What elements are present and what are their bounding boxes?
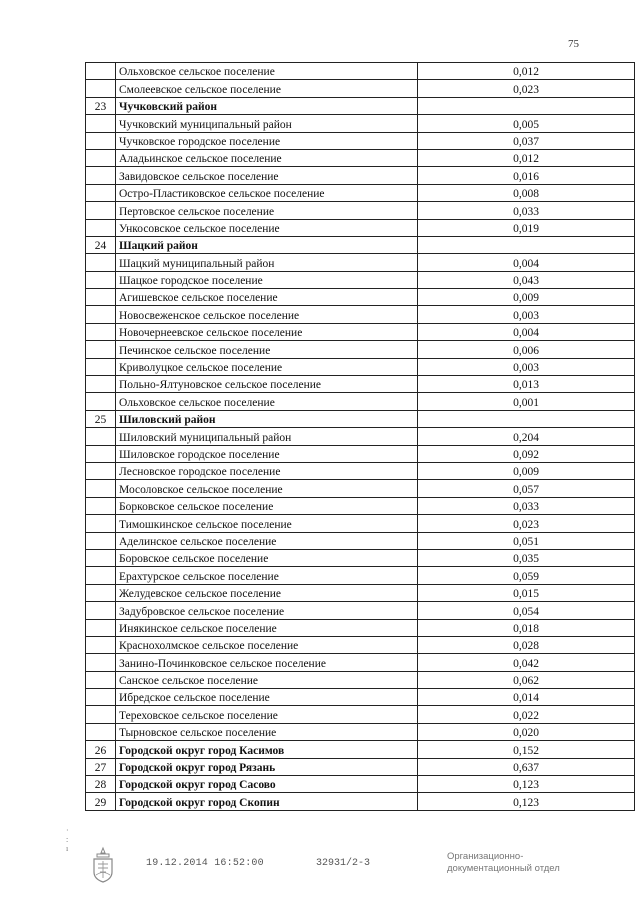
table-row bbox=[86, 202, 635, 219]
table-body bbox=[86, 63, 635, 811]
row-value-cell: 0,003 bbox=[418, 306, 635, 323]
table-row bbox=[86, 271, 635, 288]
row-name-cell: Агишевское сельское поселение bbox=[116, 289, 418, 306]
row-number-cell: 24 bbox=[86, 236, 116, 253]
row-value-cell: 0,022 bbox=[418, 706, 635, 723]
row-name-cell: Новосвеженское сельское поселение bbox=[116, 306, 418, 323]
coat-of-arms-icon bbox=[88, 846, 118, 884]
table-row bbox=[86, 689, 635, 706]
row-name-cell: Городской округ город Скопин bbox=[116, 793, 418, 810]
table-row bbox=[86, 584, 635, 601]
row-name-cell: Боровское сельское поселение bbox=[116, 549, 418, 566]
row-value-cell: 0,023 bbox=[418, 515, 635, 532]
table-row bbox=[86, 341, 635, 358]
row-name-cell: Инякинское сельское поселение bbox=[116, 619, 418, 636]
row-value-cell bbox=[418, 410, 635, 427]
row-value-cell: 0,014 bbox=[418, 689, 635, 706]
table-section-row bbox=[86, 776, 635, 793]
row-name-cell: Ольховское сельское поселение bbox=[116, 63, 418, 80]
row-name-cell: Шацкий муниципальный район bbox=[116, 254, 418, 271]
row-number-cell: 25 bbox=[86, 410, 116, 427]
row-name-cell: Шиловский район bbox=[116, 410, 418, 427]
row-value-cell: 0,092 bbox=[418, 445, 635, 462]
table-row bbox=[86, 306, 635, 323]
table-row bbox=[86, 428, 635, 445]
row-value-cell: 0,028 bbox=[418, 636, 635, 653]
row-number-cell bbox=[86, 654, 116, 671]
table-row bbox=[86, 63, 635, 80]
row-number-cell bbox=[86, 567, 116, 584]
row-name-cell: Шацкое городское поселение bbox=[116, 271, 418, 288]
row-name-cell: Лесновское городское поселение bbox=[116, 462, 418, 479]
table-row bbox=[86, 219, 635, 236]
row-name-cell: Печинское сельское поселение bbox=[116, 341, 418, 358]
row-name-cell: Чучковский муниципальный район bbox=[116, 115, 418, 132]
row-number-cell: 29 bbox=[86, 793, 116, 810]
row-number-cell bbox=[86, 202, 116, 219]
table-row bbox=[86, 115, 635, 132]
row-number-cell: 27 bbox=[86, 758, 116, 775]
row-value-cell: 0,035 bbox=[418, 549, 635, 566]
row-number-cell bbox=[86, 271, 116, 288]
row-value-cell: 0,054 bbox=[418, 602, 635, 619]
row-number-cell: 26 bbox=[86, 741, 116, 758]
row-number-cell bbox=[86, 115, 116, 132]
row-number-cell bbox=[86, 167, 116, 184]
row-number-cell bbox=[86, 289, 116, 306]
table-row bbox=[86, 515, 635, 532]
row-number-cell bbox=[86, 341, 116, 358]
row-value-cell: 0,033 bbox=[418, 202, 635, 219]
row-number-cell bbox=[86, 149, 116, 166]
table-row bbox=[86, 619, 635, 636]
row-value-cell: 0,123 bbox=[418, 776, 635, 793]
table-section-row bbox=[86, 793, 635, 810]
table-row bbox=[86, 358, 635, 375]
row-name-cell: Тырновское сельское поселение bbox=[116, 723, 418, 740]
row-name-cell: Городской округ город Рязань bbox=[116, 758, 418, 775]
row-value-cell: 0,004 bbox=[418, 254, 635, 271]
row-value-cell: 0,009 bbox=[418, 289, 635, 306]
footer-datetime: 19.12.2014 16:52:00 bbox=[146, 858, 264, 869]
row-value-cell: 0,057 bbox=[418, 480, 635, 497]
row-number-cell bbox=[86, 462, 116, 479]
table-row bbox=[86, 393, 635, 410]
row-number-cell bbox=[86, 376, 116, 393]
margin-marks: · : ı bbox=[66, 826, 69, 853]
row-number-cell bbox=[86, 63, 116, 80]
row-name-cell: Польно-Ялтуновское сельское поселение bbox=[116, 376, 418, 393]
row-name-cell: Аделинское сельское поселение bbox=[116, 532, 418, 549]
row-value-cell: 0,004 bbox=[418, 323, 635, 340]
row-number-cell bbox=[86, 602, 116, 619]
table-row bbox=[86, 549, 635, 566]
table-row bbox=[86, 480, 635, 497]
row-number-cell: 28 bbox=[86, 776, 116, 793]
row-number-cell bbox=[86, 480, 116, 497]
row-number-cell bbox=[86, 619, 116, 636]
row-name-cell: Пертовское сельское поселение bbox=[116, 202, 418, 219]
row-number-cell bbox=[86, 549, 116, 566]
table-row bbox=[86, 706, 635, 723]
footer-doc-number: 32931/2-3 bbox=[316, 858, 371, 869]
table-row bbox=[86, 149, 635, 166]
row-name-cell: Краснохолмское сельское поселение bbox=[116, 636, 418, 653]
allocation-table bbox=[85, 62, 635, 811]
table-row bbox=[86, 532, 635, 549]
row-name-cell: Шиловский муниципальный район bbox=[116, 428, 418, 445]
row-number-cell bbox=[86, 723, 116, 740]
row-number-cell bbox=[86, 515, 116, 532]
table-row bbox=[86, 654, 635, 671]
row-number-cell bbox=[86, 445, 116, 462]
row-value-cell: 0,006 bbox=[418, 341, 635, 358]
row-number-cell bbox=[86, 184, 116, 201]
row-name-cell: Аладьинское сельское поселение bbox=[116, 149, 418, 166]
row-name-cell: Городской округ город Сасово bbox=[116, 776, 418, 793]
row-value-cell: 0,020 bbox=[418, 723, 635, 740]
table-row bbox=[86, 723, 635, 740]
row-name-cell: Смолеевское сельское поселение bbox=[116, 80, 418, 97]
row-name-cell: Остро-Пластиковское сельское поселение bbox=[116, 184, 418, 201]
row-number-cell bbox=[86, 706, 116, 723]
row-name-cell: Городской округ город Касимов bbox=[116, 741, 418, 758]
row-value-cell: 0,018 bbox=[418, 619, 635, 636]
row-value-cell: 0,012 bbox=[418, 149, 635, 166]
footer-stamp-line2: документационный отдел bbox=[447, 863, 560, 874]
row-value-cell: 0,008 bbox=[418, 184, 635, 201]
row-name-cell: Завидовское сельское поселение bbox=[116, 167, 418, 184]
row-number-cell bbox=[86, 636, 116, 653]
row-value-cell: 0,051 bbox=[418, 532, 635, 549]
row-value-cell: 0,033 bbox=[418, 497, 635, 514]
row-number-cell bbox=[86, 584, 116, 601]
row-name-cell: Тереховское сельское поселение bbox=[116, 706, 418, 723]
row-number-cell bbox=[86, 532, 116, 549]
table-row bbox=[86, 289, 635, 306]
footer-stamp bbox=[447, 851, 560, 875]
row-value-cell: 0,016 bbox=[418, 167, 635, 184]
table-row bbox=[86, 497, 635, 514]
row-name-cell: Ункосовское сельское поселение bbox=[116, 219, 418, 236]
footer-stamp-line1: Организационно- bbox=[447, 851, 524, 862]
row-value-cell: 0,003 bbox=[418, 358, 635, 375]
row-value-cell: 0,042 bbox=[418, 654, 635, 671]
row-value-cell: 0,059 bbox=[418, 567, 635, 584]
row-number-cell: 23 bbox=[86, 97, 116, 114]
table-row bbox=[86, 602, 635, 619]
table-row bbox=[86, 376, 635, 393]
row-name-cell: Чучковский район bbox=[116, 97, 418, 114]
table-row bbox=[86, 167, 635, 184]
page-number: 75 bbox=[568, 38, 579, 50]
table-row bbox=[86, 462, 635, 479]
row-number-cell bbox=[86, 254, 116, 271]
row-name-cell: Мосоловское сельское поселение bbox=[116, 480, 418, 497]
row-value-cell: 0,123 bbox=[418, 793, 635, 810]
row-name-cell: Желудевское сельское поселение bbox=[116, 584, 418, 601]
row-value-cell: 0,637 bbox=[418, 758, 635, 775]
row-name-cell: Чучковское городское поселение bbox=[116, 132, 418, 149]
row-number-cell bbox=[86, 393, 116, 410]
row-name-cell: Ерахтурское сельское поселение bbox=[116, 567, 418, 584]
table-row bbox=[86, 184, 635, 201]
row-name-cell: Задубровское сельское поселение bbox=[116, 602, 418, 619]
row-number-cell bbox=[86, 358, 116, 375]
row-name-cell: Шацкий район bbox=[116, 236, 418, 253]
row-value-cell: 0,001 bbox=[418, 393, 635, 410]
row-number-cell bbox=[86, 306, 116, 323]
row-value-cell bbox=[418, 97, 635, 114]
table-section-row bbox=[86, 741, 635, 758]
row-name-cell: Тимошкинское сельское поселение bbox=[116, 515, 418, 532]
row-name-cell: Санское сельское поселение bbox=[116, 671, 418, 688]
row-name-cell: Борковское сельское поселение bbox=[116, 497, 418, 514]
row-value-cell: 0,062 bbox=[418, 671, 635, 688]
table-row bbox=[86, 567, 635, 584]
row-number-cell bbox=[86, 219, 116, 236]
row-name-cell: Занино-Починковское сельское поселение bbox=[116, 654, 418, 671]
row-value-cell: 0,013 bbox=[418, 376, 635, 393]
row-number-cell bbox=[86, 671, 116, 688]
row-name-cell: Шиловское городское поселение bbox=[116, 445, 418, 462]
row-number-cell bbox=[86, 132, 116, 149]
row-name-cell: Криволуцкое сельское поселение bbox=[116, 358, 418, 375]
row-value-cell: 0,005 bbox=[418, 115, 635, 132]
row-name-cell: Новочернеевское сельское поселение bbox=[116, 323, 418, 340]
table-section-row bbox=[86, 758, 635, 775]
table-section-row bbox=[86, 410, 635, 427]
row-value-cell: 0,012 bbox=[418, 63, 635, 80]
row-number-cell bbox=[86, 497, 116, 514]
table-row bbox=[86, 323, 635, 340]
row-value-cell: 0,023 bbox=[418, 80, 635, 97]
row-value-cell: 0,152 bbox=[418, 741, 635, 758]
row-value-cell bbox=[418, 236, 635, 253]
row-value-cell: 0,204 bbox=[418, 428, 635, 445]
table-row bbox=[86, 80, 635, 97]
row-value-cell: 0,019 bbox=[418, 219, 635, 236]
row-value-cell: 0,037 bbox=[418, 132, 635, 149]
row-number-cell bbox=[86, 80, 116, 97]
row-value-cell: 0,043 bbox=[418, 271, 635, 288]
table-row bbox=[86, 636, 635, 653]
table-row bbox=[86, 671, 635, 688]
row-number-cell bbox=[86, 689, 116, 706]
table-section-row bbox=[86, 97, 635, 114]
table-section-row bbox=[86, 236, 635, 253]
row-value-cell: 0,009 bbox=[418, 462, 635, 479]
row-number-cell bbox=[86, 323, 116, 340]
row-number-cell bbox=[86, 428, 116, 445]
table-row bbox=[86, 445, 635, 462]
table-row bbox=[86, 254, 635, 271]
table-row bbox=[86, 132, 635, 149]
row-value-cell: 0,015 bbox=[418, 584, 635, 601]
row-name-cell: Ольховское сельское поселение bbox=[116, 393, 418, 410]
row-name-cell: Ибредское сельское поселение bbox=[116, 689, 418, 706]
